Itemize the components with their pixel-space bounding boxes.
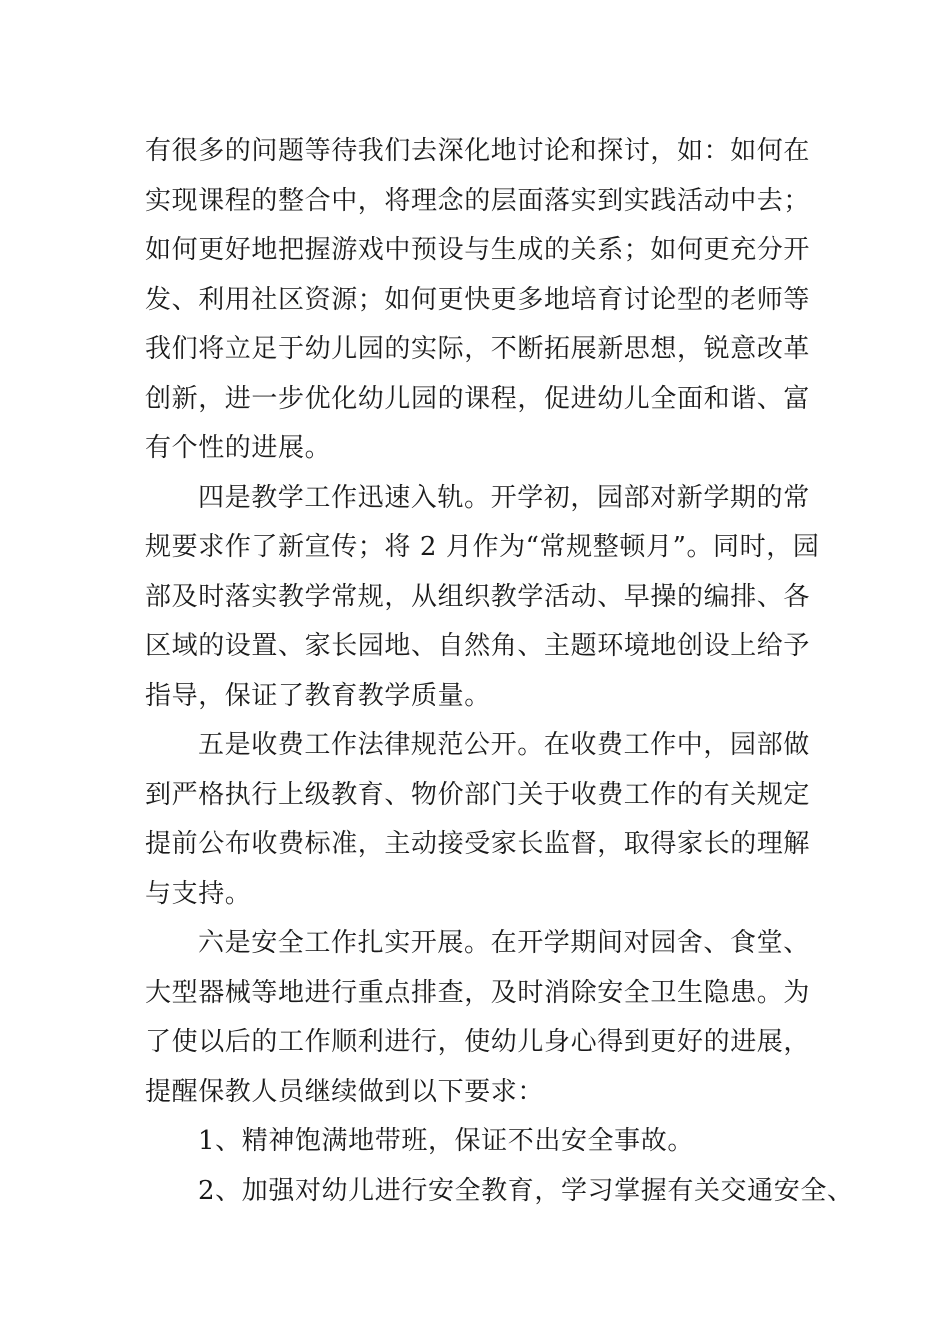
text-line: 提前公布收费标准，主动接受家长监督，取得家长的理解 — [145, 829, 811, 859]
text-line: 有个性的进展。 — [145, 433, 332, 463]
paragraph-start-line: 四是教学工作迅速入轨。开学初，园部对新学期的常 — [198, 483, 810, 513]
paragraph-start-line: 五是收费工作法律规范公开。在收费工作中，园部做 — [198, 730, 810, 760]
text-line: 有很多的问题等待我们去深化地讨论和探讨，如：如何在 — [145, 136, 811, 166]
text-line: 我们将立足于幼儿园的实际，不断拓展新思想，锐意改革 — [145, 334, 811, 364]
list-item: 1、精神饱满地带班，保证不出安全事故。 — [198, 1126, 694, 1156]
text-line: 发、利用社区资源；如何更快更多地培育讨论型的老师等 — [145, 285, 811, 315]
text-line: 到严格执行上级教育、物价部门关于收费工作的有关规定 — [145, 780, 811, 810]
text-line: 实现课程的整合中，将理念的层面落实到实践活动中去； — [145, 186, 811, 216]
text-line: 大型器械等地进行重点排查，及时消除安全卫生隐患。为 — [145, 978, 811, 1008]
text-line: 部及时落实教学常规，从组织教学活动、早操的编排、各 — [145, 582, 811, 612]
text-line: 规要求作了新宣传；将 2 月作为“常规整顿月”。同时，园 — [145, 532, 820, 562]
text-line: 区域的设置、家长园地、自然角、主题环境地创设上给予 — [145, 631, 811, 661]
text-line: 了使以后的工作顺利进行，使幼儿身心得到更好的进展， — [145, 1027, 811, 1057]
text-line: 指导，保证了教育教学质量。 — [145, 681, 491, 711]
list-item: 2、加强对幼儿进行安全教育，学习掌握有关交通安全、 — [198, 1176, 854, 1206]
text-line: 如何更好地把握游戏中预设与生成的关系；如何更充分开 — [145, 235, 811, 265]
text-line: 提醒保教人员继续做到以下要求： — [145, 1077, 545, 1107]
text-line: 创新，进一步优化幼儿园的课程，促进幼儿全面和谐、富 — [145, 384, 811, 414]
text-line: 与支持。 — [145, 879, 252, 909]
paragraph-start-line: 六是安全工作扎实开展。在开学期间对园舍、食堂、 — [198, 928, 810, 958]
